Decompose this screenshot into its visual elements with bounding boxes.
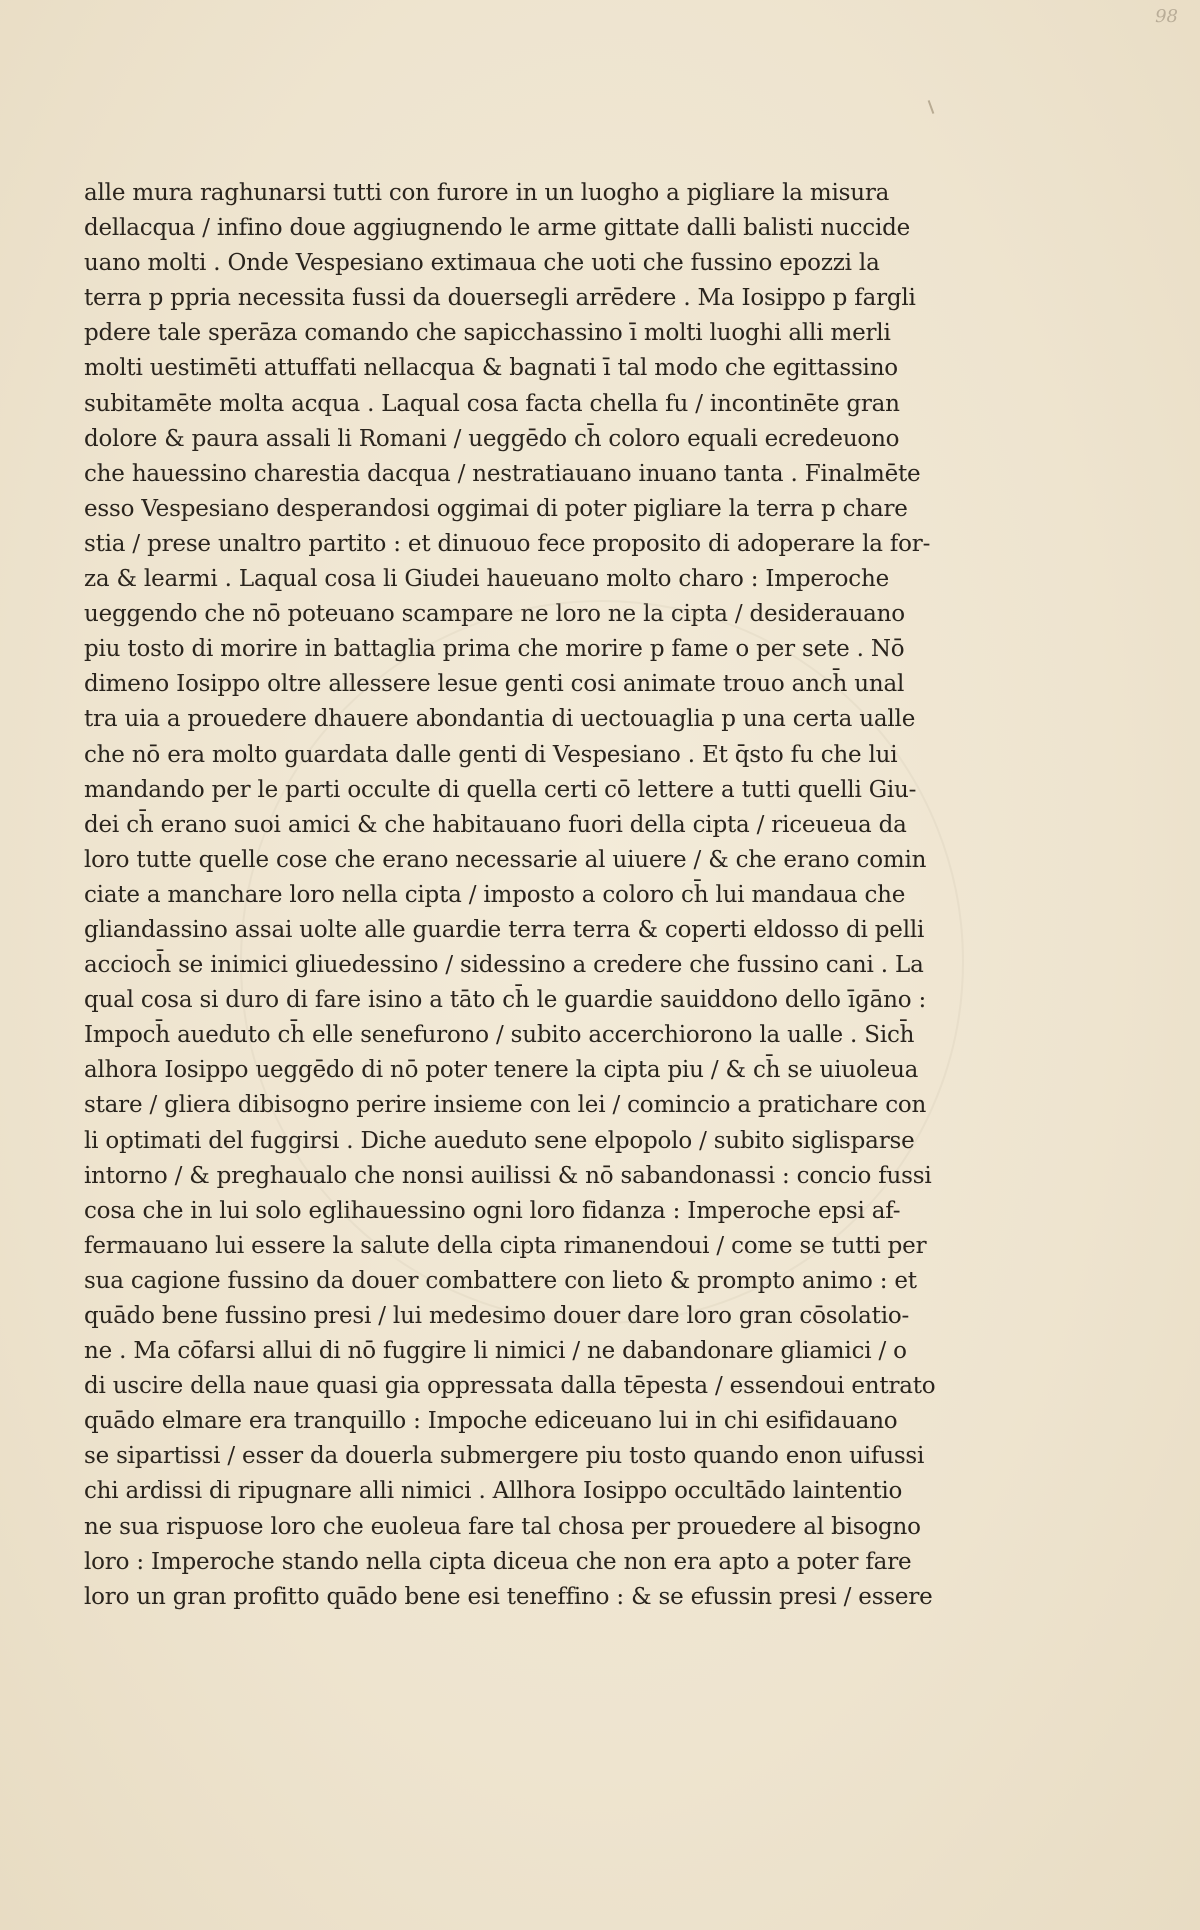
text-line: Impoch̄ aueduto ch̄ elle senefurono / subito accerchiorono la ualle . Sich̄ bbox=[84, 1022, 915, 1049]
text-line: stia / prese unaltro partito : et dinuouo fece proposito di adoperare la for- bbox=[84, 530, 931, 557]
text-line: intorno / & preghaualo che nonsi auilissi & nō sabandonassi : concio fussi bbox=[84, 1162, 932, 1189]
text-line: mandando per le parti occulte di quella certi cō lettere a tutti quelli Giu- bbox=[84, 776, 917, 803]
text-line: che hauessino charestia dacqua / nestratiauano inuano tanta . Finalmēte bbox=[84, 460, 921, 487]
text-line: se sipartissi / esser da douerla submergere piu tosto quando enon uifussi bbox=[84, 1443, 925, 1470]
text-line: accioch̄ se inimici gliuedessino / sidessino a credere che fussino cani . La bbox=[84, 952, 924, 979]
text-line: alhora Iosippo ueggēdo di nō poter tenere la cipta piu / & ch̄ se uiuoleua bbox=[84, 1057, 919, 1084]
text-line: ueggendo che nō poteuano scampare ne loro ne la cipta / desiderauano bbox=[84, 601, 905, 628]
text-line: dolore & paura assali li Romani / ueggēdo ch̄ coloro equali ecredeuono bbox=[84, 425, 900, 452]
text-line: esso Vespesiano desperandosi oggimai di poter pigliare la terra p chare bbox=[84, 495, 908, 522]
text-line: piu tosto di morire in battaglia prima che morire p fame o per sete . Nō bbox=[84, 636, 905, 663]
text-line: quādo bene fussino presi / lui medesimo douer dare loro gran cōsolatio- bbox=[84, 1303, 910, 1329]
text-line: ne sua rispuose loro che euoleua fare tal chosa per prouedere al bisogno bbox=[84, 1513, 921, 1540]
text-line: cosa che in lui solo eglihauessino ogni loro fidanza : Imperoche epsi af- bbox=[84, 1197, 901, 1224]
text-line: chi ardissi di ripugnare alli nimici . Allhora Iosippo occultādo laintentio bbox=[84, 1478, 903, 1505]
text-block bbox=[84, 176, 944, 1615]
text-line: che nō era molto guardata dalle genti di Vespesiano . Et q̄sto fu che lui bbox=[84, 741, 898, 768]
text-line: qual cosa si duro di fare isino a tāto ch̄ le guardie sauiddono dello īgāno : bbox=[84, 987, 927, 1014]
text-line: stare / gliera dibisogno perire insieme con lei / comincio a pratichare con bbox=[84, 1092, 927, 1119]
text-line: za & learmi . Laqual cosa li Giudei haueuano molto charo : Imperoche bbox=[84, 566, 889, 593]
text-line: quādo elmare era tranquillo : Impoche ediceuano lui in chi esifidauano bbox=[84, 1408, 898, 1435]
text-line: loro un gran profitto quādo bene esi teneffino : & se efussin presi / essere bbox=[84, 1583, 933, 1610]
text-line: dei ch̄ erano suoi amici & che habitauano fuori della cipta / riceueua da bbox=[84, 811, 907, 838]
text-line: ciate a manchare loro nella cipta / imposto a coloro ch̄ lui mandaua che bbox=[84, 881, 906, 908]
text-line: tra uia a prouedere dhauere abondantia di uectouaglia p una certa ualle bbox=[84, 706, 916, 733]
text-line: pdere tale sperāza comando che sapicchassino ī molti luoghi alli merli bbox=[84, 320, 891, 347]
text-line: loro : Imperoche stando nella cipta diceua che non era apto a poter fare bbox=[84, 1548, 912, 1575]
folio-number: 98 bbox=[1155, 6, 1178, 27]
text-line: dimeno Iosippo oltre allessere lesue genti cosi animate trouo anch̄ unal bbox=[84, 671, 905, 698]
text-line: li optimati del fuggirsi . Diche aueduto sene elpopolo / subito siglisparse bbox=[84, 1127, 915, 1154]
text-line: di uscire della naue quasi gia oppressata dalla tēpesta / essendoui entrato bbox=[84, 1373, 936, 1400]
text-line: molti uestimēti attuffati nellacqua & bagnati ī tal modo che egittassino bbox=[84, 355, 898, 382]
text-line: sua cagione fussino da douer combattere con lieto & prompto animo : et bbox=[84, 1267, 917, 1294]
text-line: fermauano lui essere la salute della cipta rimanendoui / come se tutti per bbox=[84, 1232, 927, 1259]
text-line: dellacqua / infino doue aggiugnendo le arme gittate dalli balisti nuccide bbox=[84, 215, 911, 242]
ink-mark bbox=[928, 100, 935, 114]
text-line: terra p ppria necessita fussi da douersegli arrēdere . Ma Iosippo p fargli bbox=[84, 285, 916, 312]
text-line: subitamēte molta acqua . Laqual cosa facta chella fu / incontinēte gran bbox=[84, 390, 900, 417]
text-line: loro tutte quelle cose che erano necessarie al uiuere / & che erano comin bbox=[84, 846, 927, 873]
text-line: gliandassino assai uolte alle guardie terra terra & coperti eldosso di pelli bbox=[84, 916, 925, 943]
text-line: alle mura raghunarsi tutti con furore in un luogho a pigliare la misura bbox=[84, 180, 890, 206]
text-line: uano molti . Onde Vespesiano extimaua che uoti che fussino epozzi la bbox=[84, 250, 880, 277]
text-line: ne . Ma cōfarsi allui di nō fuggire li nimici / ne dabandonare gliamici / o bbox=[84, 1338, 907, 1365]
